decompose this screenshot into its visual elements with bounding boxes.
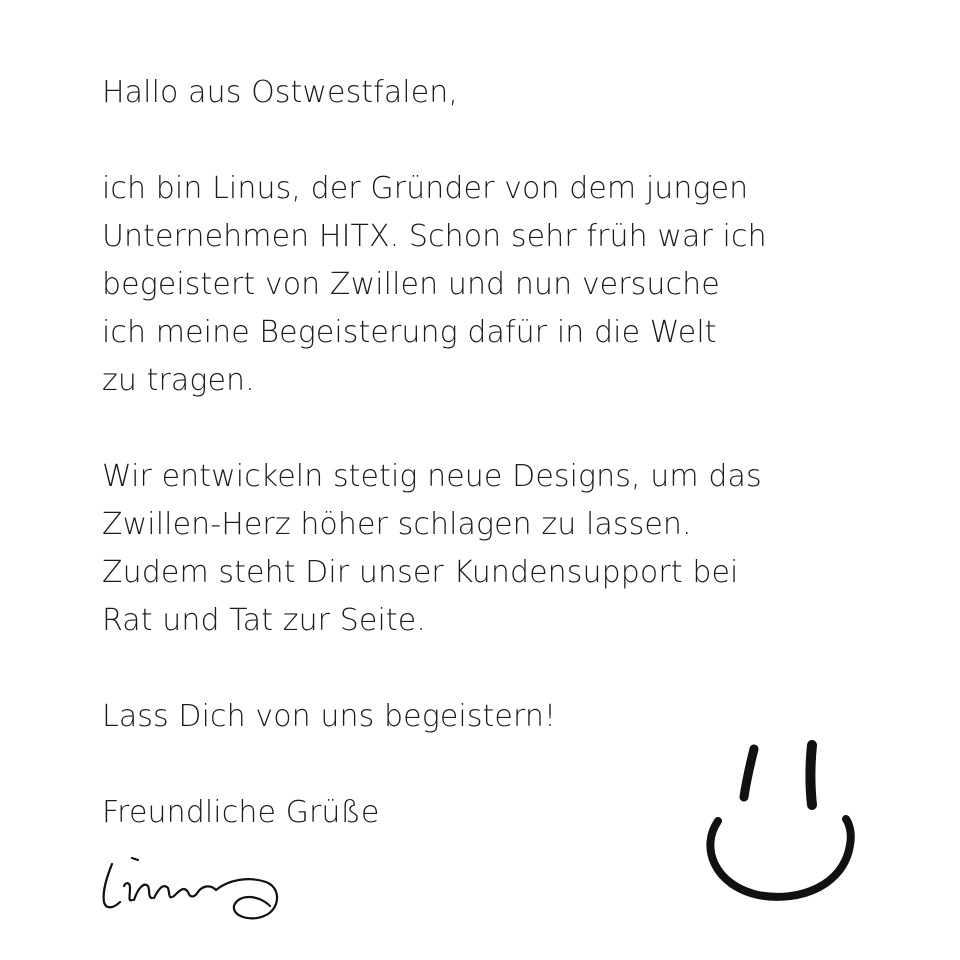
paragraph-designs xyxy=(102,453,902,645)
call-to-action-line: Lass Dich von uns begeistern! xyxy=(102,699,557,734)
paragraph-gap xyxy=(102,117,902,165)
text-line: ich meine Begeisterung dafür in die Welt xyxy=(102,315,717,350)
smiley-mouth xyxy=(710,819,850,897)
text-line: Zudem steht Dir unser Kundensupport bei xyxy=(102,555,739,590)
text-line: begeistert von Zwillen und nun versuche xyxy=(102,267,720,302)
paragraph-gap xyxy=(102,405,902,453)
text-line: Zwillen-Herz höher schlagen zu lassen. xyxy=(102,507,692,542)
paragraph-intro xyxy=(102,165,902,405)
signature-stroke-n xyxy=(134,885,152,900)
closing-line: Freundliche Grüße xyxy=(102,795,380,830)
signature-stroke-s xyxy=(216,879,277,918)
letter-body xyxy=(102,69,902,837)
greeting xyxy=(102,69,902,117)
signature-stroke-i xyxy=(124,883,132,900)
paragraph-gap xyxy=(102,645,902,693)
text-line: Wir entwickeln stetig neue Designs, um das xyxy=(102,459,762,494)
smiley-right-eye xyxy=(811,745,813,805)
text-line: Unternehmen HITX. Schon sehr früh war ich xyxy=(102,219,767,254)
text-line: Rat und Tat zur Seite. xyxy=(102,603,426,638)
text-line: ich bin Linus, der Gründer von dem jungen xyxy=(102,171,749,206)
signature-stroke-u xyxy=(154,886,216,898)
handwritten-signature xyxy=(98,852,288,924)
call-to-action xyxy=(102,693,902,741)
text-line: zu tragen. xyxy=(102,363,255,398)
signature-stroke-l xyxy=(104,864,120,907)
smiley-face-icon xyxy=(698,735,858,905)
signature-stroke-i-dot xyxy=(132,858,138,860)
smiley-left-eye xyxy=(744,749,754,797)
greeting-line: Hallo aus Ostwestfalen, xyxy=(102,75,459,110)
